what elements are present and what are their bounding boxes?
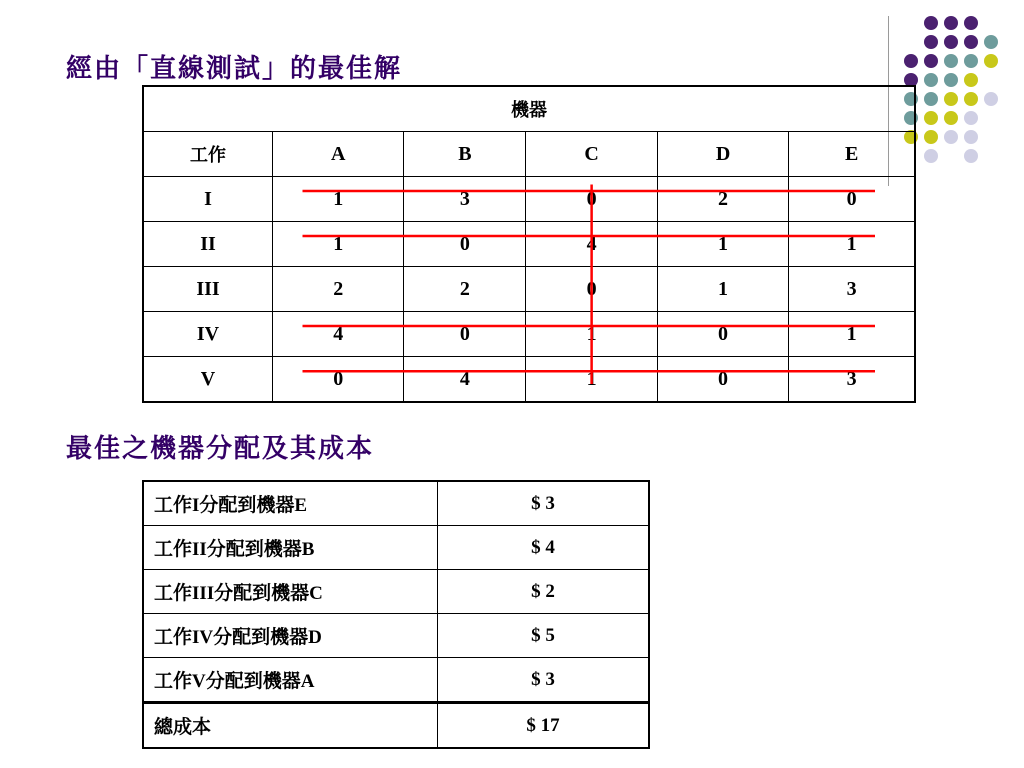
table-row: [143, 86, 915, 132]
assignment-label: 工作V分配到機器A: [143, 658, 438, 703]
decorative-dot: [964, 111, 978, 125]
cost-cell: 0: [273, 357, 404, 403]
cost-cell: 1: [273, 177, 404, 222]
total-cost: $ 17: [438, 703, 650, 749]
assignment-label: 工作IV分配到機器D: [143, 614, 438, 658]
assignment-cost: $ 3: [438, 481, 650, 526]
assignment-cost: $ 3: [438, 658, 650, 703]
decorative-dot: [984, 54, 998, 68]
decorative-dot: [964, 16, 978, 30]
assignment-cost: $ 5: [438, 614, 650, 658]
table-row: [143, 570, 649, 614]
cost-cell: 4: [404, 357, 526, 403]
assignment-cost: $ 4: [438, 526, 650, 570]
machine-header: D: [657, 132, 788, 177]
decorative-dot: [984, 35, 998, 49]
cost-cell: 1: [526, 312, 657, 357]
page-title: 經由「直線測試」的最佳解: [66, 54, 403, 84]
cost-cell: 0: [657, 312, 788, 357]
assignment-label: 工作I分配到機器E: [143, 481, 438, 526]
cost-cell: 4: [273, 312, 404, 357]
section-title: 最佳之機器分配及其成本: [66, 434, 375, 464]
table-row: [143, 222, 915, 267]
decorative-dot: [924, 16, 938, 30]
table-row: [143, 481, 649, 526]
decorative-dot: [924, 130, 938, 144]
cost-cell: 1: [273, 222, 404, 267]
decorative-dot: [944, 35, 958, 49]
cost-cell: 0: [657, 357, 788, 403]
machine-group-header: 機器: [143, 86, 915, 132]
cost-cell: 3: [404, 177, 526, 222]
machine-header: B: [404, 132, 526, 177]
decorative-dot: [944, 73, 958, 87]
cost-cell: 0: [526, 177, 657, 222]
job-label: I: [143, 177, 273, 222]
decorative-dot: [964, 149, 978, 163]
job-column-header: 工作: [143, 132, 273, 177]
assignment-label: 工作II分配到機器B: [143, 526, 438, 570]
table-row: [143, 526, 649, 570]
decorative-dot: [924, 54, 938, 68]
decorative-dot: [964, 54, 978, 68]
decorative-dot: [964, 35, 978, 49]
cost-cell: 0: [404, 312, 526, 357]
job-label: II: [143, 222, 273, 267]
cost-cell: 1: [526, 357, 657, 403]
table-row: [143, 177, 915, 222]
cost-cell: 3: [789, 357, 915, 403]
decorative-dot: [964, 130, 978, 144]
decorative-dot: [944, 111, 958, 125]
table-row: [143, 357, 915, 403]
assignment-label: 工作III分配到機器C: [143, 570, 438, 614]
decorative-dot: [944, 16, 958, 30]
decorative-dot: [924, 35, 938, 49]
decorative-dot: [944, 130, 958, 144]
decorative-dot: [924, 149, 938, 163]
decorative-dot: [924, 92, 938, 106]
cost-cell: 1: [657, 267, 788, 312]
table-row: [143, 312, 915, 357]
job-label: V: [143, 357, 273, 403]
table-row: [143, 132, 915, 177]
table-row: [143, 267, 915, 312]
total-row: [143, 703, 649, 749]
job-label: IV: [143, 312, 273, 357]
job-label: III: [143, 267, 273, 312]
assignment-cost: $ 2: [438, 570, 650, 614]
assignment-cost-table: [142, 480, 650, 749]
cost-cell: 0: [526, 267, 657, 312]
decorative-dot: [944, 54, 958, 68]
table-row: [143, 658, 649, 703]
cost-cell: 1: [789, 312, 915, 357]
decorative-dot: [924, 73, 938, 87]
cost-cell: 3: [789, 267, 915, 312]
decorative-dot: [964, 92, 978, 106]
cost-cell: 0: [789, 177, 915, 222]
decorative-dot: [904, 54, 918, 68]
decorative-dot: [924, 111, 938, 125]
cost-cell: 4: [526, 222, 657, 267]
machine-header: E: [789, 132, 915, 177]
cost-cell: 1: [789, 222, 915, 267]
cost-cell: 2: [273, 267, 404, 312]
decorative-dot: [944, 92, 958, 106]
cost-matrix-table: [142, 85, 916, 403]
machine-header: A: [273, 132, 404, 177]
decorative-dot: [964, 73, 978, 87]
machine-header: C: [526, 132, 657, 177]
cost-cell: 0: [404, 222, 526, 267]
table-row: [143, 614, 649, 658]
decorative-dot: [984, 92, 998, 106]
total-label: 總成本: [143, 703, 438, 749]
cost-cell: 2: [657, 177, 788, 222]
cost-cell: 2: [404, 267, 526, 312]
cost-cell: 1: [657, 222, 788, 267]
